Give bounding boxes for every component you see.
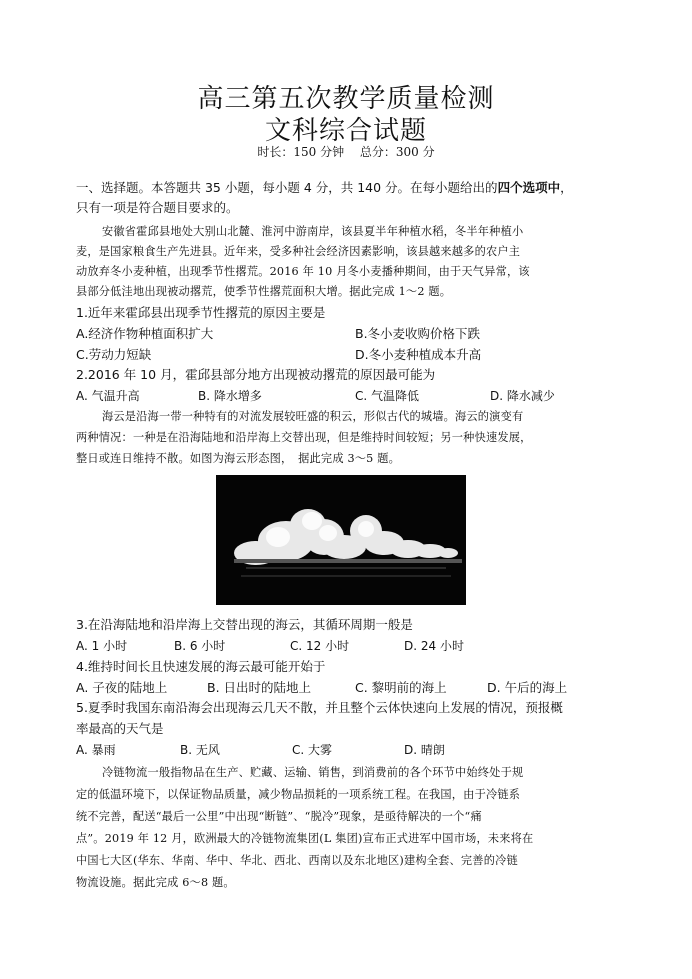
passage1-line: 安徽省霍邱县地处大别山北麓、淮河中游南岸，该县夏半年种植水稻，冬半年种植小: [102, 225, 524, 238]
question-1-option-a: A.经济作物种植面积扩大: [76, 326, 214, 341]
section-heading-text: 一、选择题。本答题共 35 小题，每小题 4 分，共 140 分。在每小题给出的: [76, 180, 498, 195]
section-heading-punct: ，: [560, 180, 573, 195]
question-3-option-a: A. 1 小时: [76, 639, 128, 653]
question-2-option-d: D. 降水减少: [490, 389, 555, 403]
exam-meta: 时长：150 分钟 总分：300 分: [257, 145, 435, 159]
passage3-line: 定的低温环境下，以保证物品质量，减少物品损耗的一项系统工程。在我国，由于冷链系: [76, 788, 521, 801]
passage3-line: 中国七大区(华东、华南、华中、华北、西北、西南以及东北地区)建构全套、完善的冷链: [76, 854, 518, 867]
question-3-option-c: C. 12 小时: [290, 639, 350, 653]
section-heading-bold: 四个选项中: [497, 180, 561, 195]
question-4-stem: 4.维持时间长且快速发展的海云最可能开始于: [76, 659, 326, 674]
question-4-option-c: C. 黎明前的海上: [355, 680, 447, 695]
question-4-option-a: A. 子夜的陆地上: [76, 680, 168, 695]
question-1-option-b: B.冬小麦收购价格下跌: [355, 326, 481, 341]
question-1-option-d: D.冬小麦种植成本升高: [355, 347, 482, 362]
passage2-line: 整日或连日维持不散。如图为海云形态图， 据此完成 3～5 题。: [76, 452, 401, 465]
question-5-stem-line2: 率最高的天气是: [76, 721, 164, 736]
question-2-option-b: B. 降水增多: [198, 389, 262, 403]
question-4-option-b: B. 日出时的陆地上: [207, 680, 312, 695]
passage3-line: 统不完善，配送“最后一公里”中出现“断链”、“脱冷”现象，是亟待解决的一个“痛: [76, 810, 482, 823]
question-5-option-b: B. 无风: [180, 743, 220, 757]
question-5-option-a: A. 暴雨: [76, 743, 116, 757]
section-heading: [76, 178, 573, 198]
question-1-option-c: C.劳动力短缺: [76, 347, 152, 362]
question-5-option-c: C. 大雾: [292, 743, 333, 757]
passage2-line: 海云是沿海一带一种特有的对流发展较旺盛的积云，形似古代的城墙。海云的演变有: [102, 410, 524, 423]
sea-cloud-photo: [216, 475, 466, 605]
passage3-line: 点”。2019 年 12 月，欧洲最大的冷链物流集团(L 集团)宣布正式进军中国市场，未来将在: [76, 832, 534, 845]
passage3-line: 冷链物流一般指物品在生产、贮藏、运输、销售，到消费前的各个环节中始终处于规: [102, 766, 524, 779]
question-5-option-d: D. 晴朗: [404, 743, 445, 757]
question-2-option-c: C. 气温降低: [355, 389, 420, 403]
question-3-stem: 3.在沿海陆地和沿岸海上交替出现的海云，其循环周期一般是: [76, 617, 413, 632]
exam-title: 高三第五次教学质量检测: [197, 84, 495, 114]
passage2-line: 两种情况：一种是在沿海陆地和沿岸海上交替出现，但是维持时间较短；另一种快速发展，: [76, 431, 532, 444]
question-2-stem: 2.2016 年 10 月，霍邱县部分地方出现被动撂荒的原因最可能为: [76, 367, 436, 382]
question-3-option-d: D. 24 小时: [404, 639, 464, 653]
question-4-option-d: D. 午后的海上: [487, 680, 568, 695]
passage1-line: 动放弃冬小麦种植，出现季节性撂荒。2016 年 10 月冬小麦播种期间，由于天气异常，该: [76, 265, 530, 278]
passage3-line: 物流设施。据此完成 6～8 题。: [76, 876, 235, 889]
question-5-stem: 5.夏季时我国东南沿海会出现海云几天不散，并且整个云体快速向上发展的情况，预报概: [76, 700, 563, 715]
passage1-line: 县部分低洼地出现被动撂荒，使季节性撂荒面积大增。据此完成 1～2 题。: [76, 285, 452, 298]
passage1-line: 麦，是国家粮食生产先进县。近年来，受多种社会经济因素影响，该县越来越多的农户主: [76, 245, 521, 258]
question-2-option-a: A. 气温升高: [76, 389, 140, 403]
section-heading-line2: 只有一项是符合题目要求的。: [76, 200, 239, 215]
question-3-option-b: B. 6 小时: [174, 639, 226, 653]
exam-subtitle: 文科综合试题: [264, 116, 427, 146]
question-1-stem: 1.近年来霍邱县出现季节性撂荒的原因主要是: [76, 305, 326, 320]
